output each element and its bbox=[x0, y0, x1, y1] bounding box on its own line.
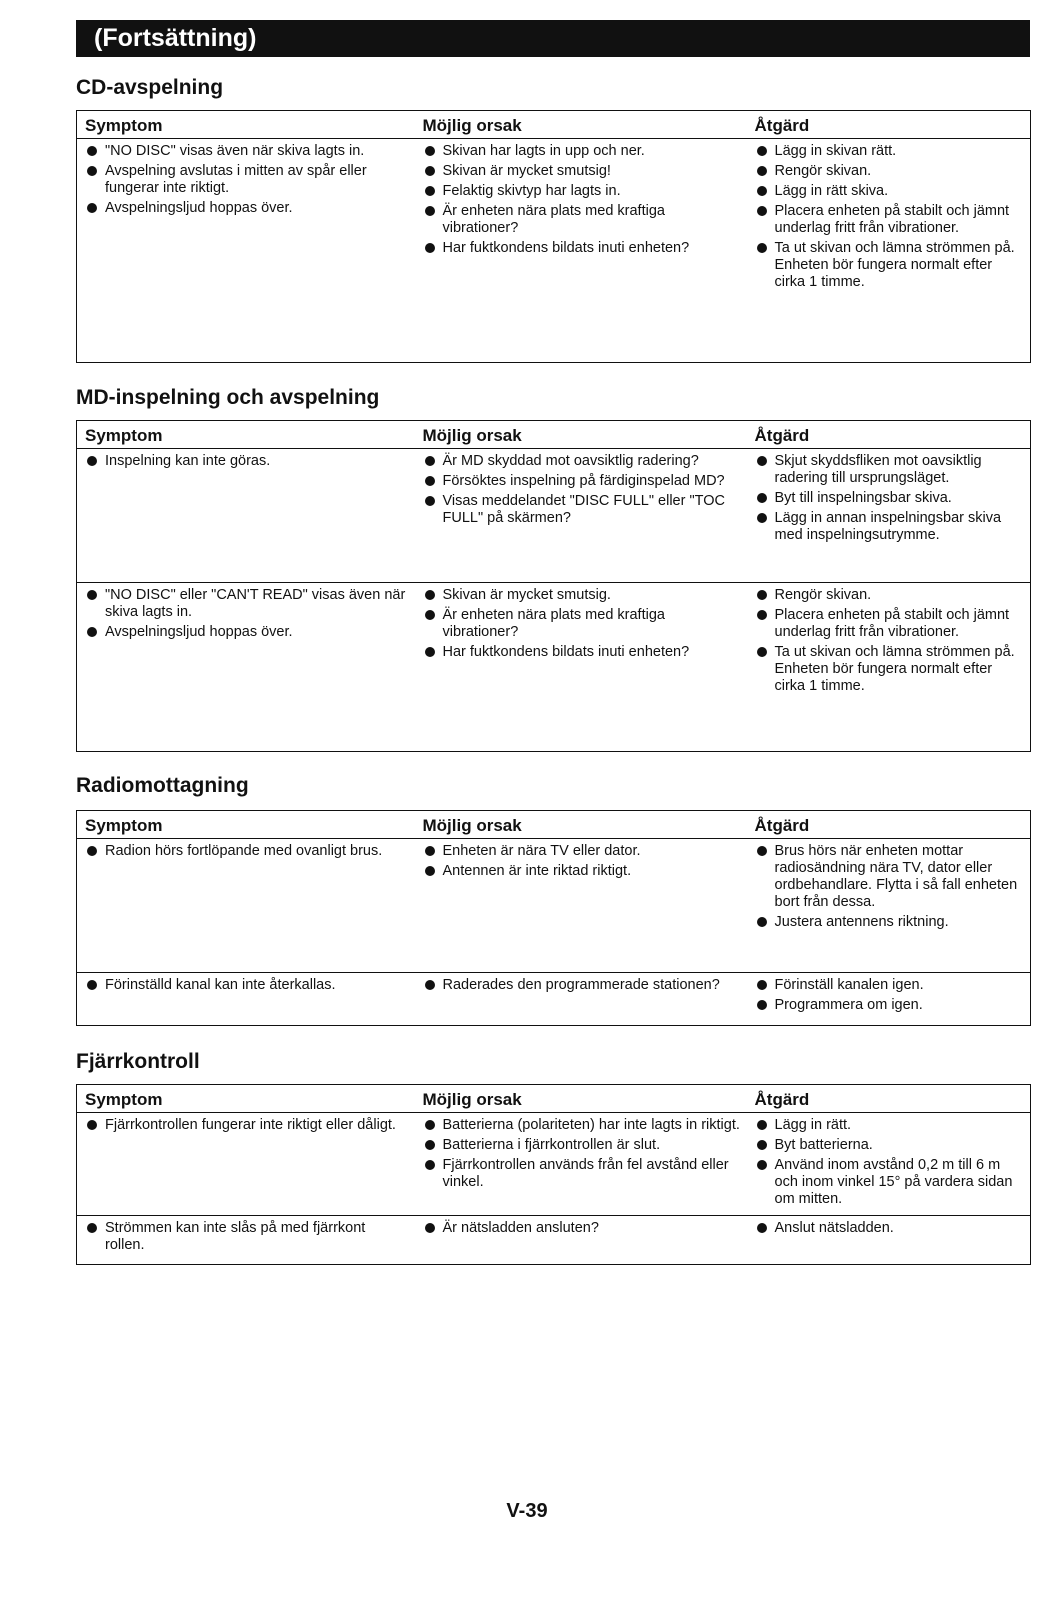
table-row bbox=[77, 1113, 1031, 1216]
list-item: Avspelningsljud hoppas över. bbox=[85, 200, 409, 217]
list-item: Lägg in rätt. bbox=[755, 1117, 1025, 1134]
list-item: Batterierna i fjärrkontrollen är slut. bbox=[423, 1137, 741, 1154]
section-title-cd: CD-avspelning bbox=[76, 76, 224, 99]
table-row bbox=[77, 583, 1031, 752]
list-item: Är enheten nära plats med kraftiga vibrationer? bbox=[423, 203, 741, 237]
list-item: Lägg in rätt skiva. bbox=[755, 183, 1025, 200]
list-item: Avspelningsljud hoppas över. bbox=[85, 624, 409, 641]
table-header-row bbox=[77, 811, 1031, 839]
column-header-orsak: Möjlig orsak bbox=[415, 811, 747, 839]
list-item: Skivan har lagts in upp och ner. bbox=[423, 143, 741, 160]
list-item: Enheten är nära TV eller dator. bbox=[423, 843, 741, 860]
list-item: Placera enheten på stabilt och jämnt underlag fritt från vibrationer. bbox=[755, 203, 1025, 237]
column-header-atgard: Åtgärd bbox=[747, 1085, 1031, 1113]
list-item: Rengör skivan. bbox=[755, 587, 1025, 604]
table-header-row bbox=[77, 1085, 1031, 1113]
symptom-cell bbox=[77, 973, 415, 1026]
list-item: Lägg in skivan rätt. bbox=[755, 143, 1025, 160]
list-item: Felaktig skivtyp har lagts in. bbox=[423, 183, 741, 200]
list-item: Antennen är inte riktad riktigt. bbox=[423, 863, 741, 880]
atgard-cell bbox=[747, 449, 1031, 583]
list-item: Förinställd kanal kan inte återkallas. bbox=[85, 977, 409, 994]
table-cd bbox=[76, 110, 1031, 363]
list-item: Raderades den programmerade stationen? bbox=[423, 977, 741, 994]
list-item: Är nätsladden ansluten? bbox=[423, 1220, 741, 1237]
column-header-orsak: Möjlig orsak bbox=[415, 421, 747, 449]
continuation-banner: (Fortsättning) bbox=[76, 20, 1030, 57]
list-item: Har fuktkondens bildats inuti enheten? bbox=[423, 240, 741, 257]
list-item: Rengör skivan. bbox=[755, 163, 1025, 180]
table-header-row bbox=[77, 421, 1031, 449]
column-header-atgard: Åtgärd bbox=[747, 421, 1031, 449]
column-header-atgard: Åtgärd bbox=[747, 111, 1031, 139]
atgard-cell bbox=[747, 973, 1031, 1026]
column-header-symptom: Symptom bbox=[77, 1085, 415, 1113]
atgard-cell bbox=[747, 1216, 1031, 1265]
list-item: Skivan är mycket smutsig. bbox=[423, 587, 741, 604]
list-item: Har fuktkondens bildats inuti enheten? bbox=[423, 644, 741, 661]
list-item: Lägg in annan inspelningsbar skiva med inspelningsutrymme. bbox=[755, 510, 1025, 544]
list-item: Försöktes inspelning på färdiginspelad MD? bbox=[423, 473, 741, 490]
list-item: Skivan är mycket smutsig! bbox=[423, 163, 741, 180]
orsak-cell bbox=[415, 449, 747, 583]
symptom-cell bbox=[77, 1216, 415, 1265]
list-item: Byt batterierna. bbox=[755, 1137, 1025, 1154]
table-row bbox=[77, 139, 1031, 363]
list-item: Fjärrkontrollen fungerar inte riktigt eller dåligt. bbox=[85, 1117, 409, 1134]
symptom-cell bbox=[77, 583, 415, 752]
list-item: Visas meddelandet "DISC FULL" eller "TOC FULL" på skärmen? bbox=[423, 493, 741, 527]
atgard-cell bbox=[747, 583, 1031, 752]
column-header-orsak: Möjlig orsak bbox=[415, 1085, 747, 1113]
column-header-atgard: Åtgärd bbox=[747, 811, 1031, 839]
column-header-orsak: Möjlig orsak bbox=[415, 111, 747, 139]
orsak-cell bbox=[415, 839, 747, 973]
list-item: Använd inom avstånd 0,2 m till 6 m och inom vinkel 15° på vardera sidan om mitten. bbox=[755, 1157, 1025, 1208]
table-md bbox=[76, 420, 1031, 752]
list-item: Ta ut skivan och lämna strömmen på. Enheten bör fungera normalt efter cirka 1 timme. bbox=[755, 644, 1025, 695]
orsak-cell bbox=[415, 1113, 747, 1216]
list-item: Skjut skyddsfliken mot oavsiktlig radering till ursprungsläget. bbox=[755, 453, 1025, 487]
list-item: Radion hörs fortlöpande med ovanligt brus. bbox=[85, 843, 409, 860]
table-row bbox=[77, 1216, 1031, 1265]
list-item: Batterierna (polariteten) har inte lagts in riktigt. bbox=[423, 1117, 741, 1134]
list-item: Placera enheten på stabilt och jämnt underlag fritt från vibrationer. bbox=[755, 607, 1025, 641]
atgard-cell bbox=[747, 839, 1031, 973]
column-header-symptom: Symptom bbox=[77, 811, 415, 839]
list-item: Brus hörs när enheten mottar radiosändning nära TV, dator eller ordbehandlare. Flytta i så fall enheten bort från dessa. bbox=[755, 843, 1025, 911]
list-item: Ta ut skivan och lämna strömmen på. Enheten bör fungera normalt efter cirka 1 timme. bbox=[755, 240, 1025, 291]
list-item: Fjärrkontrollen används från fel avstånd eller vinkel. bbox=[423, 1157, 741, 1191]
table-remote bbox=[76, 1084, 1031, 1265]
list-item: "NO DISC" visas även när skiva lagts in. bbox=[85, 143, 409, 160]
list-item: Byt till inspelningsbar skiva. bbox=[755, 490, 1025, 507]
atgard-cell bbox=[747, 139, 1031, 363]
symptom-cell bbox=[77, 839, 415, 973]
table-row bbox=[77, 839, 1031, 973]
list-item: Är MD skyddad mot oavsiktlig radering? bbox=[423, 453, 741, 470]
table-radio bbox=[76, 810, 1031, 1026]
orsak-cell bbox=[415, 583, 747, 752]
orsak-cell bbox=[415, 139, 747, 363]
column-header-symptom: Symptom bbox=[77, 111, 415, 139]
list-item: Är enheten nära plats med kraftiga vibrationer? bbox=[423, 607, 741, 641]
section-title-md: MD-inspelning och avspelning bbox=[76, 386, 380, 409]
atgard-cell bbox=[747, 1113, 1031, 1216]
list-item: Justera antennens riktning. bbox=[755, 914, 1025, 931]
symptom-cell bbox=[77, 139, 415, 363]
list-item: Inspelning kan inte göras. bbox=[85, 453, 409, 470]
list-item: Programmera om igen. bbox=[755, 997, 1025, 1014]
symptom-cell bbox=[77, 1113, 415, 1216]
list-item: Förinställ kanalen igen. bbox=[755, 977, 1025, 994]
page-number: V-39 bbox=[506, 1500, 548, 1522]
symptom-cell bbox=[77, 449, 415, 583]
table-row bbox=[77, 449, 1031, 583]
table-header-row bbox=[77, 111, 1031, 139]
list-item: Strömmen kan inte slås på med fjärrkont rollen. bbox=[85, 1220, 409, 1254]
list-item: "NO DISC" eller "CAN'T READ" visas även när skiva lagts in. bbox=[85, 587, 409, 621]
list-item: Anslut nätsladden. bbox=[755, 1220, 1025, 1237]
orsak-cell bbox=[415, 1216, 747, 1265]
column-header-symptom: Symptom bbox=[77, 421, 415, 449]
section-title-remote: Fjärrkontroll bbox=[76, 1050, 200, 1073]
section-title-radio: Radiomottagning bbox=[76, 774, 249, 797]
table-row bbox=[77, 973, 1031, 1026]
list-item: Avspelning avslutas i mitten av spår eller fungerar inte riktigt. bbox=[85, 163, 409, 197]
orsak-cell bbox=[415, 973, 747, 1026]
